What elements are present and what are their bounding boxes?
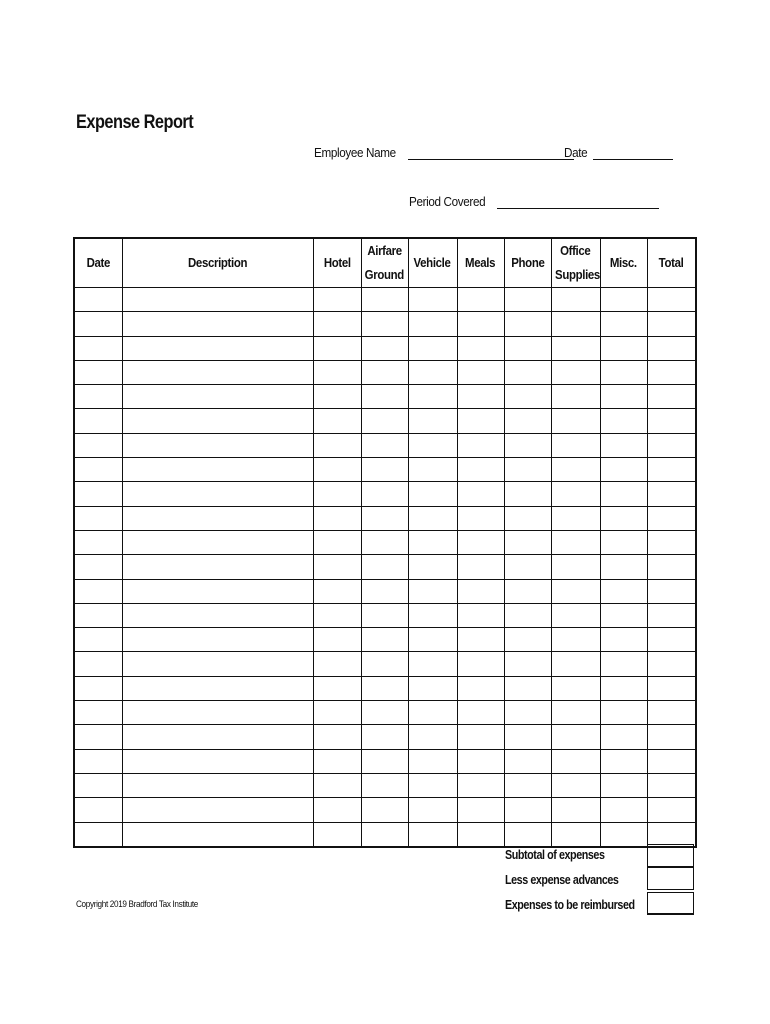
table-cell[interactable] xyxy=(600,433,647,457)
table-row xyxy=(74,360,696,384)
column-header-label: Meals xyxy=(465,255,496,270)
table-cell[interactable] xyxy=(74,506,122,530)
table-cell[interactable] xyxy=(122,482,313,506)
employee-name-line[interactable] xyxy=(408,147,574,160)
table-cell[interactable] xyxy=(551,725,600,749)
table-cell[interactable] xyxy=(74,652,122,676)
period-covered-field[interactable] xyxy=(409,194,659,209)
table-cell[interactable] xyxy=(122,385,313,409)
table-row xyxy=(74,749,696,773)
table-cell[interactable] xyxy=(551,530,600,554)
table-cell[interactable] xyxy=(361,506,408,530)
table-cell[interactable] xyxy=(74,288,122,312)
table-cell[interactable] xyxy=(551,555,600,579)
table-cell[interactable] xyxy=(600,749,647,773)
column-header-label: Misc. xyxy=(610,255,637,270)
table-cell[interactable] xyxy=(600,312,647,336)
expense-table xyxy=(73,237,697,848)
column-header xyxy=(647,238,696,288)
column-header-label-line2: Ground xyxy=(364,267,405,282)
table-cell[interactable] xyxy=(504,433,551,457)
copyright-text: Copyright 2019 Bradford Tax Institute xyxy=(76,899,199,910)
table-cell[interactable] xyxy=(408,336,457,360)
table-cell[interactable] xyxy=(408,749,457,773)
table-cell[interactable] xyxy=(504,336,551,360)
table-cell[interactable] xyxy=(647,773,696,797)
table-cell[interactable] xyxy=(408,822,457,847)
table-cell[interactable] xyxy=(74,701,122,725)
table-cell[interactable] xyxy=(408,360,457,384)
table-cell[interactable] xyxy=(313,725,361,749)
table-cell[interactable] xyxy=(408,409,457,433)
table-row xyxy=(74,676,696,700)
table-cell[interactable] xyxy=(361,312,408,336)
table-cell[interactable] xyxy=(74,676,122,700)
table-cell[interactable] xyxy=(647,725,696,749)
advances-box[interactable] xyxy=(647,867,694,890)
table-cell[interactable] xyxy=(74,798,122,822)
table-row xyxy=(74,579,696,603)
table-cell[interactable] xyxy=(457,798,504,822)
table-cell[interactable] xyxy=(504,725,551,749)
table-row xyxy=(74,433,696,457)
table-cell[interactable] xyxy=(408,798,457,822)
table-cell[interactable] xyxy=(647,360,696,384)
table-row xyxy=(74,773,696,797)
table-cell[interactable] xyxy=(74,336,122,360)
table-cell[interactable] xyxy=(504,822,551,847)
table-cell[interactable] xyxy=(600,482,647,506)
table-cell[interactable] xyxy=(457,385,504,409)
table-row xyxy=(74,725,696,749)
column-header-label: Vehicle xyxy=(414,255,451,270)
table-cell[interactable] xyxy=(122,701,313,725)
table-cell[interactable] xyxy=(74,555,122,579)
table-cell[interactable] xyxy=(74,628,122,652)
table-cell[interactable] xyxy=(313,652,361,676)
table-cell[interactable] xyxy=(457,676,504,700)
table-cell[interactable] xyxy=(457,822,504,847)
table-row xyxy=(74,701,696,725)
table-cell[interactable] xyxy=(122,822,313,847)
table-cell[interactable] xyxy=(122,530,313,554)
table-cell[interactable] xyxy=(313,798,361,822)
table-cell[interactable] xyxy=(647,288,696,312)
table-cell[interactable] xyxy=(122,652,313,676)
column-header-label: Office xyxy=(560,243,591,258)
table-cell[interactable] xyxy=(600,409,647,433)
table-cell[interactable] xyxy=(551,676,600,700)
table-row xyxy=(74,385,696,409)
table-cell[interactable] xyxy=(504,555,551,579)
table-row xyxy=(74,458,696,482)
table-cell[interactable] xyxy=(408,506,457,530)
table-cell[interactable] xyxy=(361,409,408,433)
table-cell[interactable] xyxy=(457,603,504,627)
table-cell[interactable] xyxy=(408,701,457,725)
table-cell[interactable] xyxy=(504,288,551,312)
table-cell[interactable] xyxy=(600,822,647,847)
table-cell[interactable] xyxy=(74,482,122,506)
table-cell[interactable] xyxy=(457,628,504,652)
table-cell[interactable] xyxy=(408,603,457,627)
table-cell[interactable] xyxy=(647,506,696,530)
table-cell[interactable] xyxy=(600,360,647,384)
table-cell[interactable] xyxy=(361,749,408,773)
reimbursed-box[interactable] xyxy=(647,892,694,915)
table-row xyxy=(74,530,696,554)
table-cell[interactable] xyxy=(122,579,313,603)
table-cell[interactable] xyxy=(361,530,408,554)
summary-labels xyxy=(505,845,656,920)
table-cell[interactable] xyxy=(647,409,696,433)
column-header-label: Hotel xyxy=(323,255,351,270)
table-cell[interactable] xyxy=(313,530,361,554)
table-cell[interactable] xyxy=(551,288,600,312)
advances-label: Less expense advances xyxy=(505,873,619,887)
table-cell[interactable] xyxy=(122,773,313,797)
table-cell[interactable] xyxy=(457,409,504,433)
table-cell[interactable] xyxy=(361,798,408,822)
table-cell[interactable] xyxy=(408,773,457,797)
table-cell[interactable] xyxy=(457,652,504,676)
table-cell[interactable] xyxy=(551,773,600,797)
table-cell[interactable] xyxy=(551,336,600,360)
table-cell[interactable] xyxy=(361,652,408,676)
table-cell[interactable] xyxy=(647,628,696,652)
table-cell[interactable] xyxy=(74,385,122,409)
table-cell[interactable] xyxy=(408,628,457,652)
table-cell[interactable] xyxy=(600,652,647,676)
table-cell[interactable] xyxy=(408,555,457,579)
table-cell[interactable] xyxy=(361,555,408,579)
column-header xyxy=(457,238,504,288)
table-cell[interactable] xyxy=(551,822,600,847)
table-cell[interactable] xyxy=(600,506,647,530)
table-cell[interactable] xyxy=(457,749,504,773)
table-cell[interactable] xyxy=(551,482,600,506)
table-cell[interactable] xyxy=(313,312,361,336)
column-header xyxy=(504,238,551,288)
table-row xyxy=(74,798,696,822)
table-cell[interactable] xyxy=(551,579,600,603)
document-title: Expense Report xyxy=(76,112,194,133)
employee-name-label: Employee Name xyxy=(314,145,396,160)
table-cell[interactable] xyxy=(504,798,551,822)
table-cell[interactable] xyxy=(504,409,551,433)
table-cell[interactable] xyxy=(600,336,647,360)
table-cell[interactable] xyxy=(647,579,696,603)
table-cell[interactable] xyxy=(313,458,361,482)
table-row xyxy=(74,336,696,360)
table-cell[interactable] xyxy=(647,482,696,506)
table-row xyxy=(74,506,696,530)
table-cell[interactable] xyxy=(457,433,504,457)
table-cell[interactable] xyxy=(647,385,696,409)
table-cell[interactable] xyxy=(408,579,457,603)
column-header-label: Date xyxy=(86,255,110,270)
table-cell[interactable] xyxy=(457,530,504,554)
table-cell[interactable] xyxy=(313,385,361,409)
table-cell[interactable] xyxy=(122,288,313,312)
table-cell[interactable] xyxy=(313,482,361,506)
table-cell[interactable] xyxy=(313,773,361,797)
column-header-label: Airfare xyxy=(367,243,402,258)
table-cell[interactable] xyxy=(74,725,122,749)
table-cell[interactable] xyxy=(122,676,313,700)
table-cell[interactable] xyxy=(551,701,600,725)
column-header xyxy=(600,238,647,288)
table-cell[interactable] xyxy=(74,603,122,627)
table-cell[interactable] xyxy=(457,701,504,725)
table-cell[interactable] xyxy=(74,749,122,773)
table-cell[interactable] xyxy=(457,360,504,384)
table-cell[interactable] xyxy=(551,652,600,676)
column-header xyxy=(122,238,313,288)
table-row xyxy=(74,822,696,847)
table-row xyxy=(74,628,696,652)
column-header xyxy=(361,238,408,288)
table-cell[interactable] xyxy=(504,579,551,603)
date-field[interactable] xyxy=(564,145,673,160)
table-cell[interactable] xyxy=(74,409,122,433)
table-cell[interactable] xyxy=(504,360,551,384)
subtotal-label: Subtotal of expenses xyxy=(505,848,605,862)
table-cell[interactable] xyxy=(313,676,361,700)
table-cell[interactable] xyxy=(313,628,361,652)
table-cell[interactable] xyxy=(600,530,647,554)
table-cell[interactable] xyxy=(457,725,504,749)
table-cell[interactable] xyxy=(361,603,408,627)
table-cell[interactable] xyxy=(504,385,551,409)
employee-name-field[interactable] xyxy=(314,145,574,160)
table-row xyxy=(74,603,696,627)
table-cell[interactable] xyxy=(504,773,551,797)
table-cell[interactable] xyxy=(313,336,361,360)
table-cell[interactable] xyxy=(408,385,457,409)
table-cell[interactable] xyxy=(600,458,647,482)
table-cell[interactable] xyxy=(551,385,600,409)
table-cell[interactable] xyxy=(361,579,408,603)
table-cell[interactable] xyxy=(122,506,313,530)
table-cell[interactable] xyxy=(647,458,696,482)
table-cell[interactable] xyxy=(647,433,696,457)
table-cell[interactable] xyxy=(408,530,457,554)
table-cell[interactable] xyxy=(551,458,600,482)
table-cell[interactable] xyxy=(313,360,361,384)
table-cell[interactable] xyxy=(504,652,551,676)
table-cell[interactable] xyxy=(551,433,600,457)
table-cell[interactable] xyxy=(313,555,361,579)
table-cell[interactable] xyxy=(551,628,600,652)
table-cell[interactable] xyxy=(408,676,457,700)
table-cell[interactable] xyxy=(361,385,408,409)
date-line[interactable] xyxy=(593,147,673,160)
subtotal-box[interactable] xyxy=(647,844,694,867)
column-header-label: Phone xyxy=(510,255,545,270)
table-cell[interactable] xyxy=(122,458,313,482)
table-cell[interactable] xyxy=(551,506,600,530)
table-cell[interactable] xyxy=(600,773,647,797)
table-cell[interactable] xyxy=(457,555,504,579)
table-cell[interactable] xyxy=(457,336,504,360)
table-cell[interactable] xyxy=(122,749,313,773)
column-header-label-line2: Supplies xyxy=(554,267,600,282)
table-body xyxy=(74,288,696,847)
table-cell[interactable] xyxy=(551,603,600,627)
table-cell[interactable] xyxy=(504,676,551,700)
table-cell[interactable] xyxy=(647,749,696,773)
table-cell[interactable] xyxy=(600,603,647,627)
table-cell[interactable] xyxy=(457,579,504,603)
table-cell[interactable] xyxy=(457,312,504,336)
period-covered-label: Period Covered xyxy=(409,194,486,209)
table-cell[interactable] xyxy=(122,360,313,384)
table-cell[interactable] xyxy=(647,798,696,822)
table-cell[interactable] xyxy=(504,701,551,725)
table-cell[interactable] xyxy=(647,336,696,360)
table-cell[interactable] xyxy=(361,360,408,384)
table-cell[interactable] xyxy=(361,773,408,797)
table-cell[interactable] xyxy=(647,312,696,336)
table-cell[interactable] xyxy=(647,652,696,676)
table-cell[interactable] xyxy=(74,458,122,482)
column-header-label: Description xyxy=(187,255,248,270)
table-cell[interactable] xyxy=(408,482,457,506)
table-cell[interactable] xyxy=(551,360,600,384)
table-cell[interactable] xyxy=(361,288,408,312)
table-cell[interactable] xyxy=(551,312,600,336)
table-cell[interactable] xyxy=(457,288,504,312)
table-cell[interactable] xyxy=(361,628,408,652)
table-cell[interactable] xyxy=(408,433,457,457)
column-header xyxy=(74,238,122,288)
table-cell[interactable] xyxy=(122,603,313,627)
table-cell[interactable] xyxy=(457,773,504,797)
table-cell[interactable] xyxy=(313,822,361,847)
table-cell[interactable] xyxy=(74,773,122,797)
table-cell[interactable] xyxy=(504,458,551,482)
table-cell[interactable] xyxy=(122,409,313,433)
table-cell[interactable] xyxy=(504,628,551,652)
table-cell[interactable] xyxy=(408,288,457,312)
table-cell[interactable] xyxy=(504,603,551,627)
table-cell[interactable] xyxy=(600,701,647,725)
table-cell[interactable] xyxy=(361,676,408,700)
table-cell[interactable] xyxy=(408,652,457,676)
table-row xyxy=(74,312,696,336)
reimbursed-label: Expenses to be reimbursed xyxy=(505,898,635,912)
table-cell[interactable] xyxy=(504,506,551,530)
table-cell[interactable] xyxy=(313,603,361,627)
table-row xyxy=(74,482,696,506)
table-cell[interactable] xyxy=(551,798,600,822)
table-cell[interactable] xyxy=(74,360,122,384)
table-cell[interactable] xyxy=(74,822,122,847)
table-row xyxy=(74,555,696,579)
table-cell[interactable] xyxy=(122,312,313,336)
table-cell[interactable] xyxy=(600,628,647,652)
table-cell[interactable] xyxy=(600,798,647,822)
column-header-label: Total xyxy=(658,255,684,270)
table-cell[interactable] xyxy=(361,822,408,847)
table-cell[interactable] xyxy=(600,385,647,409)
table-cell[interactable] xyxy=(408,312,457,336)
date-label: Date xyxy=(564,145,588,160)
table-cell[interactable] xyxy=(551,409,600,433)
table-cell[interactable] xyxy=(457,482,504,506)
table-cell[interactable] xyxy=(647,701,696,725)
table-cell[interactable] xyxy=(361,482,408,506)
table-cell[interactable] xyxy=(313,749,361,773)
table-cell[interactable] xyxy=(74,579,122,603)
table-cell[interactable] xyxy=(647,676,696,700)
table-row xyxy=(74,409,696,433)
table-cell[interactable] xyxy=(600,579,647,603)
table-header-row xyxy=(74,238,696,288)
table-cell[interactable] xyxy=(600,288,647,312)
table-cell[interactable] xyxy=(600,676,647,700)
table-cell[interactable] xyxy=(122,798,313,822)
table-row xyxy=(74,288,696,312)
table-row xyxy=(74,652,696,676)
table-cell[interactable] xyxy=(74,433,122,457)
table-cell[interactable] xyxy=(361,725,408,749)
table-cell[interactable] xyxy=(313,288,361,312)
table-cell[interactable] xyxy=(647,530,696,554)
table-cell[interactable] xyxy=(504,530,551,554)
table-cell[interactable] xyxy=(313,433,361,457)
table-cell[interactable] xyxy=(313,506,361,530)
table-cell[interactable] xyxy=(361,458,408,482)
table-cell[interactable] xyxy=(457,458,504,482)
table-cell[interactable] xyxy=(647,603,696,627)
column-header xyxy=(408,238,457,288)
table-cell[interactable] xyxy=(408,725,457,749)
table-cell[interactable] xyxy=(313,409,361,433)
table-cell[interactable] xyxy=(457,506,504,530)
table-cell[interactable] xyxy=(122,433,313,457)
table-cell[interactable] xyxy=(504,482,551,506)
column-header xyxy=(313,238,361,288)
table-cell[interactable] xyxy=(74,312,122,336)
table-cell[interactable] xyxy=(600,725,647,749)
table-cell[interactable] xyxy=(313,701,361,725)
column-header xyxy=(551,238,600,288)
period-covered-line[interactable] xyxy=(497,196,659,209)
table-cell[interactable] xyxy=(408,458,457,482)
table-cell[interactable] xyxy=(122,628,313,652)
table-cell[interactable] xyxy=(600,555,647,579)
table-cell[interactable] xyxy=(647,555,696,579)
table-cell[interactable] xyxy=(504,312,551,336)
table-cell[interactable] xyxy=(313,579,361,603)
table-cell[interactable] xyxy=(361,336,408,360)
table-cell[interactable] xyxy=(122,555,313,579)
table-cell[interactable] xyxy=(122,725,313,749)
table-cell[interactable] xyxy=(361,433,408,457)
table-cell[interactable] xyxy=(551,749,600,773)
table-cell[interactable] xyxy=(361,701,408,725)
table-cell[interactable] xyxy=(74,530,122,554)
table-cell[interactable] xyxy=(122,336,313,360)
table-cell[interactable] xyxy=(504,749,551,773)
